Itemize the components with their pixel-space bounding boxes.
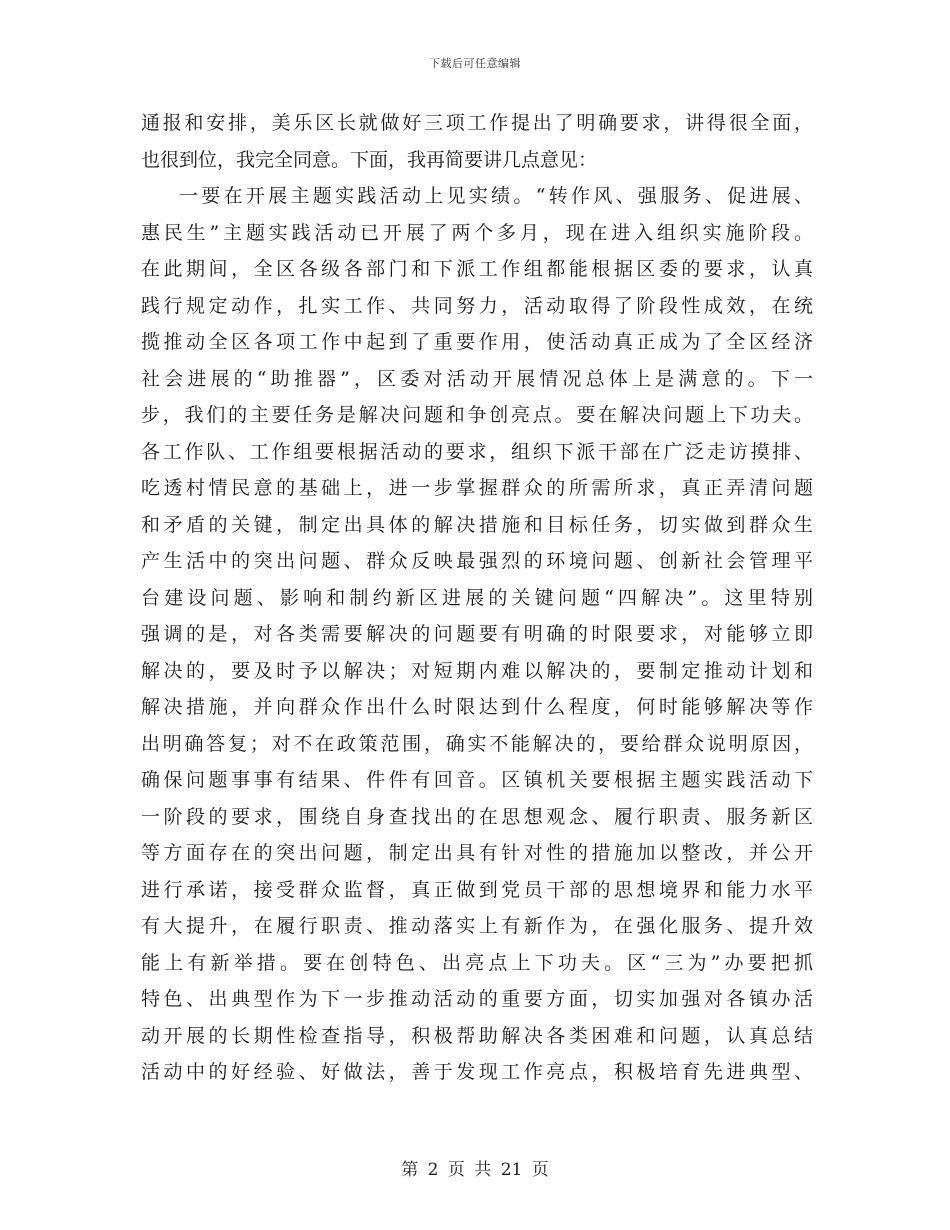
body-line: 台建设问题、影响和制约新区进展的关键问题“四解决”。这里特别 <box>141 586 813 609</box>
body-line: 社会进展的“助推器”，区委对活动开展情况总体上是满意的。下一 <box>141 367 813 390</box>
body-line: 揽推动全区各项工作中起到了重要作用，使活动真正成为了全区经济 <box>141 331 813 353</box>
body-line: 各工作队、工作组要根据活动的要求，组织下派干部在广泛走访摸排、 <box>141 440 813 463</box>
body-line: 践行规定动作，扎实工作、共同努力，活动取得了阶段性成效，在统 <box>141 294 813 317</box>
body-line: 有大提升，在履行职责、推动落实上有新作为，在强化服务、提升效 <box>141 915 813 937</box>
body-text <box>141 105 813 1091</box>
body-line: 等方面存在的突出问题，制定出具有针对性的措施加以整改，并公开 <box>141 842 813 864</box>
body-line: 进行承诺，接受群众监督，真正做到党员干部的思想境界和能力水平 <box>141 878 813 901</box>
body-line: 吃透村情民意的基础上，进一步掌握群众的所需所求，真正弄清问题 <box>141 477 813 499</box>
body-line: 一要在开展主题实践活动上见实绩。“转作风、强服务、促进展、 <box>179 185 813 207</box>
body-line: 活动中的好经验、好做法，善于发现工作亮点，积极培育先进典型、 <box>141 1061 813 1083</box>
body-line: 强调的是，对各类需要解决的问题要有明确的时限要求，对能够立即 <box>141 623 813 645</box>
body-line: 能上有新举措。要在创特色、出亮点上下功夫。区“三为”办要把抓 <box>141 951 813 974</box>
body-line: 解决措施，并向群众作出什么时限达到什么程度，何时能够解决等作 <box>141 696 813 718</box>
body-line: 步，我们的主要任务是解决问题和争创亮点。要在解决问题上下功夫。 <box>141 404 813 426</box>
body-line: 产生活中的突出问题、群众反映最强烈的环境问题、创新社会管理平 <box>141 550 813 572</box>
page-header: 下载后可任意编辑 <box>429 57 521 70</box>
body-line: 确保问题事事有结果、件件有回音。区镇机关要根据主题实践活动下 <box>141 769 813 791</box>
body-line: 在此期间，全区各级各部门和下派工作组都能根据区委的要求，认真 <box>141 258 813 280</box>
body-line: 通报和安排，美乐区长就做好三项工作提出了明确要求，讲得很全面， <box>141 112 813 134</box>
body-line: 惠民生”主题实践活动已开展了两个多月，现在进入组织实施阶段。 <box>141 221 813 244</box>
body-line: 解决的，要及时予以解决；对短期内难以解决的，要制定推动计划和 <box>141 659 813 682</box>
body-line: 也很到位，我完全同意。下面，我再简要讲几点意见： <box>141 148 598 171</box>
body-line: 一阶段的要求，围绕自身查找出的在思想观念、履行职责、服务新区 <box>141 805 813 828</box>
body-line: 出明确答复；对不在政策范围，确实不能解决的，要给群众说明原因， <box>141 732 813 755</box>
body-line: 和矛盾的关键，制定出具体的解决措施和目标任务，切实做到群众生 <box>141 513 813 536</box>
page-number-footer: 第 2 页 共 21 页 <box>401 1160 549 1180</box>
body-line: 特色、出典型作为下一步推动活动的重要方面，切实加强对各镇办活 <box>141 988 813 1010</box>
body-line: 动开展的长期性检查指导，积极帮助解决各类困难和问题，认真总结 <box>141 1024 813 1047</box>
